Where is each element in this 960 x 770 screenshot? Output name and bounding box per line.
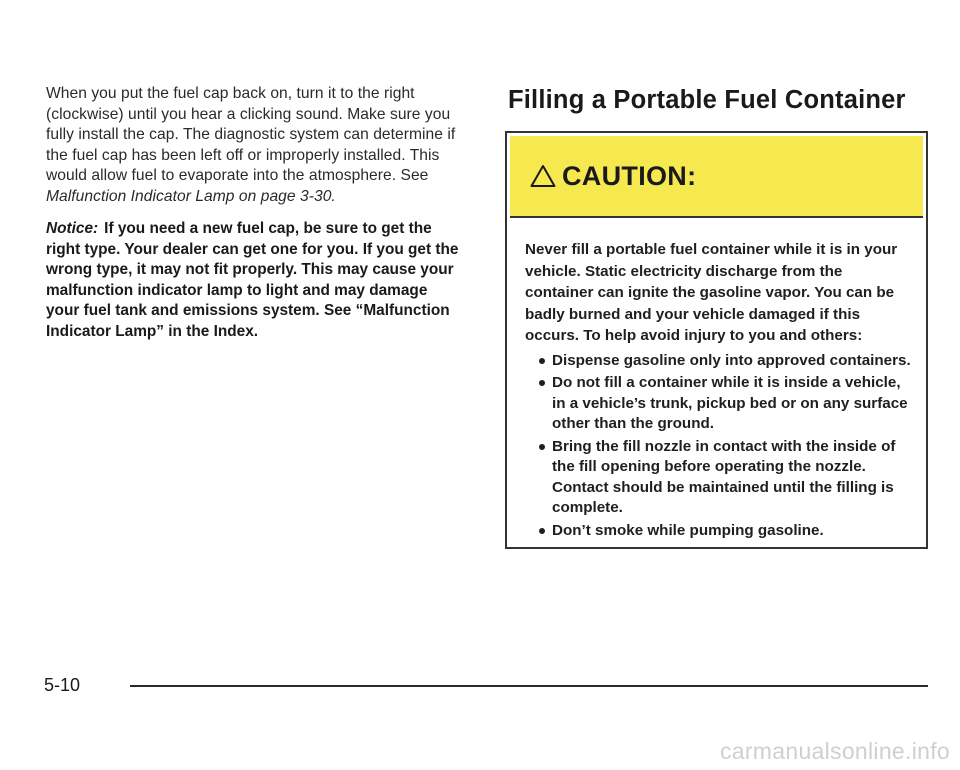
page-number: 5-10: [44, 675, 81, 695]
bullet-icon: [539, 528, 545, 534]
bullet-icon: [539, 358, 545, 364]
caution-text: Never fill a portable fuel container while it is in your vehicle. Static electricity discharge from the container can ignite the gasoline vapor. You can be badly burned and your vehicle damaged if this occurs. To help avoid injury to you and others:: [525, 241, 898, 344]
notice-text: If you need a new fuel cap, be sure to get the right type. Your dealer can get one for you. If you get the wrong type, it may not fit properly. This may cause your malfunction indicator lamp to light and may damage your fuel tank and emissions system. See “Malfunction Indicator Lamp” in the Index.: [46, 220, 459, 340]
caution-list: [525, 351, 912, 542]
left-column: [46, 84, 464, 342]
intro-text: When you put the fuel cap back on, turn it to the right (clockwise) until you hear a clicking sound. Make sure you fully install the cap. The diagnostic system can determine if the fuel cap has been left off or improperly installed. This would allow fuel to evaporate into the atmosphere. See: [46, 85, 456, 184]
caution-item: Bring the fill nozzle in contact with the inside of the fill opening before operating the nozzle. Contact should be maintained until the filling is complete.: [539, 437, 912, 519]
watermark: carmanualsonline.info: [719, 738, 950, 764]
malfunction-lamp-reference: Malfunction Indicator Lamp on page 3-30.: [46, 187, 336, 205]
warning-triangle-icon: [530, 164, 556, 188]
notice-paragraph: [46, 219, 464, 342]
caution-header: [510, 136, 923, 218]
bullet-icon: [539, 380, 545, 386]
caution-item: Dispense gasoline only into approved containers.: [539, 351, 912, 372]
caution-item: Don’t smoke while pumping gasoline.: [539, 521, 912, 542]
caution-box: [505, 131, 928, 549]
caution-title: CAUTION:: [562, 160, 697, 191]
section-title: Filling a Portable Fuel Container: [508, 86, 906, 114]
caution-item: Do not fill a container while it is inside a vehicle, in a vehicle’s trunk, pickup bed or on any surface other than the ground.: [539, 373, 912, 435]
fuel-cap-instructions: [46, 84, 464, 207]
bullet-icon: [539, 444, 545, 450]
footer-rule: [130, 685, 928, 687]
notice-label: Notice:: [46, 220, 99, 237]
caution-body: [507, 218, 926, 541]
